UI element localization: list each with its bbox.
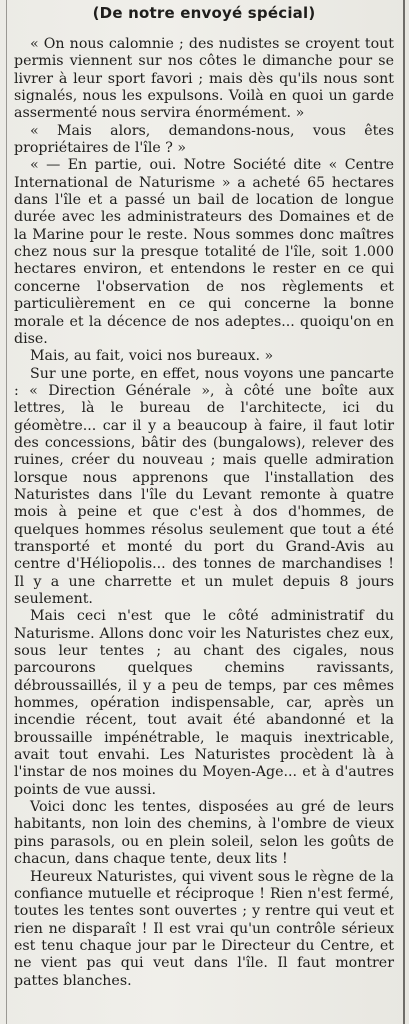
paragraph-5: Sur une porte, en effet, nous voyons une pancarte : « Direction Générale », à côté une boîte aux lettres, là le bureau de l'architecte, ici du géomètre... car il y a beaucoup à faire, il faut lotir des concessions, bâtir des (bungalows), relever des ruines, créer du nouveau ; mais quelle admiration lorsque nous apprenons que l'installation des Naturistes dans l'île du Levant remonte à quatre mois à peine et que c'est à dos d'hommes, de quelques hommes résolus seulement que tout a été transporté et monté du port du Grand-Avis au centre d'Héliopolis... des tonnes de marchandises ! Il y a une charrette et un mulet depuis 8 jours seulement. bbox=[14, 365, 394, 607]
column-rule-left bbox=[6, 0, 7, 1024]
paragraph-8: Heureux Naturistes, qui vivent sous le règne de la confiance mutuelle et réciproque ! Rien n'est fermé, toutes les tentes sont ouvertes ; y rentre qui veut et rien ne disparaît ! Il est vrai qu'un contrôle sérieux est tenu chaque jour par le Directeur du Centre, et ne vient pas qui veut dans l'île. Il faut montrer pattes blanches. bbox=[14, 868, 394, 989]
article-column bbox=[14, 2, 394, 990]
column-rule-right bbox=[403, 0, 405, 1024]
paragraph-1: « On nous calomnie ; des nudistes se croyent tout permis viennent sur nos côtes le dimanche pour se livrer à leur sport favori ; mais dès qu'ils nous sont signalés, nous les expulsons. Voilà en quoi un garde assermenté nous servira énormément. » bbox=[14, 36, 394, 122]
paragraph-6: Mais ceci n'est que le côté administratif du Naturisme. Allons donc voir les Naturistes chez eux, sous leur tentes ; au chant des cigales, nous parcourons quelques chemins ravissants, débroussaillés, il y a peu de temps, par ces mêmes hommes, opération indispensable, car, après un incendie récent, tout avait été abandonné et la broussaille impénétrable, le maquis inextricable, avait tout envahi. Les Naturistes procèdent là à l'instar de nos moines du Moyen-Age... et à d'autres points de vue aussi. bbox=[14, 608, 394, 798]
paragraph-4: Mais, au fait, voici nos bureaux. » bbox=[30, 348, 274, 365]
article-byline: (De notre envoyé spécial) bbox=[92, 4, 316, 22]
paragraph-2: « Mais alors, demandons-nous, vous êtes propriétaires de l'île ? » bbox=[14, 122, 394, 157]
paragraph-7: Voici donc les tentes, disposées au gré de leurs habitants, non loin des chemins, à l'ombre de vieux pins parasols, ou en plein soleil, selon les goûts de chacun, dans chaque tente, deux lits ! bbox=[14, 799, 394, 868]
paragraph-3: « — En partie, oui. Notre Société dite « Centre International de Naturisme » a acheté 65 hectares dans l'île et a passé un bail de location de longue durée avec les administrateurs des Domaines et de la Marine pour le reste. Nous sommes donc maîtres chez nous sur la presque totalité de l'île, soit 1.000 hectares environ, et entendons le rester en ce qui concerne l'observation de nos règlements et particulièrement en ce qui concerne la bonne morale et la décence de nos adeptes... quoiqu'on en dise. bbox=[14, 157, 394, 347]
